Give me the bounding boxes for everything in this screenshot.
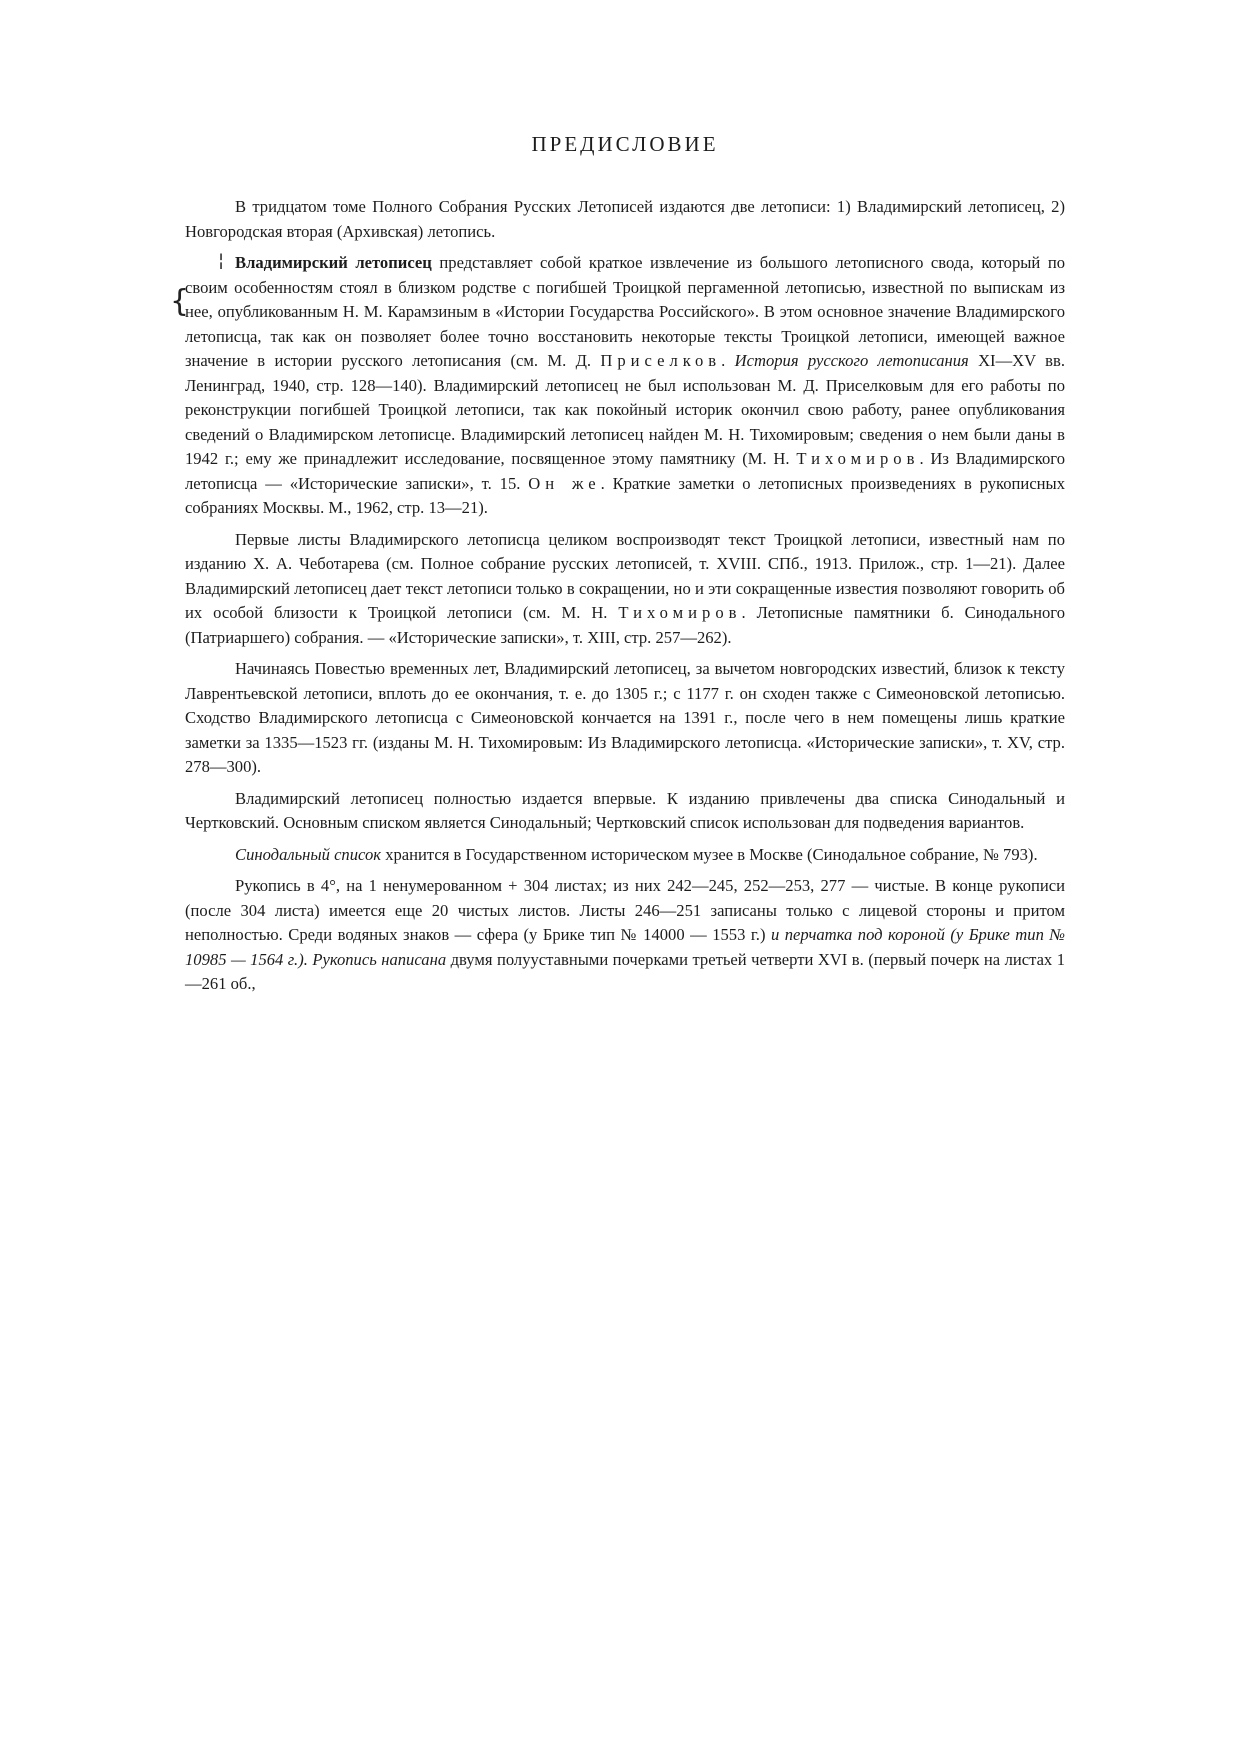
body-text bbox=[185, 195, 1065, 997]
paragraph-text-segment: двумя полууставными почерками третьей четверти XVI в. (первый почерк на листах 1—261 об., bbox=[185, 949, 1065, 993]
paragraph-text-segment: и перчатка под короной (у Брике тип № 10985 — 1564 г.). Рукопись написана bbox=[185, 925, 1065, 969]
paragraph-text-segment: Приселков bbox=[600, 351, 722, 370]
paragraph-text-segment: XI—XV вв. Ленинград, 1940, стр. 128—140). Владимирский летописец не был использован М. Д. Приселковым для его работы по реконструкции погибшей Троицкой летописи, так как покойный историк окончил свою работу, ранее опубликования сведений о Владимирском летописце. Владимирский летописец найден М. Н. Тихомировым; сведения о нем были даны в 1942 г.; ему же принадлежит исследование, посвященное этому памятнику (М. Н. bbox=[185, 351, 1065, 468]
paragraph-text-segment: В тридцатом томе Полного Собрания Русских Летописей издаются две летописи: 1) Владимирский летописец, 2) Новгородская вторая (Архивская) летопись. bbox=[185, 197, 1065, 241]
paragraph-text-segment: . bbox=[721, 351, 735, 370]
paragraph bbox=[185, 874, 1065, 997]
paragraph-text-segment: хранится в Государственном историческом музее в Москве (Синодальное собрание, № 793). bbox=[381, 844, 1038, 864]
margin-mark-bracket: { bbox=[170, 284, 190, 319]
paragraph bbox=[185, 843, 1065, 868]
paragraph-text-segment: Первые листы Владимирского летописца целиком воспроизводят текст Троицкой летописи, известный нам по изданию Х. А. Чеботарева (см. Полное собрание русских летописей, т. XVIII. СПб., 1913. Прилож., стр. 1—21). Далее Владимирский летописец дает текст летописи только в сокращении, но и эти сокращенные известия позволяют говорить об их особой близости к Троицкой летописи (см. М. Н. bbox=[185, 529, 1065, 622]
paragraph-text-segment: Синодальный список bbox=[235, 844, 382, 864]
paragraph-text-segment: Тихомиров bbox=[618, 603, 742, 622]
paragraph-text-segment: История русского летописания bbox=[734, 351, 969, 370]
paragraph bbox=[185, 251, 1065, 521]
paragraph-text-segment: Владимирский летописец полностью издается впервые. К изданию привлечены два списка Синодальный и Чертковский. Основным списком является Синодальный; Чертковский список использован для подведения вариантов. bbox=[185, 788, 1065, 832]
page-title: ПРЕДИСЛОВИЕ bbox=[531, 132, 719, 156]
paragraph bbox=[185, 528, 1065, 651]
paragraph-text-segment: . Краткие заметки о летописных произведениях в рукописных собраниях Москвы. М., 1962, стр. 13—21). bbox=[185, 473, 1066, 517]
paragraph bbox=[185, 195, 1065, 244]
paragraph-text-segment: Рукопись в 4°, на 1 ненумерованном + 304 листах; из них 242—245, 252—253, 277 — чистые. В конце рукописи (после 304 листа) имеется еще 20 чистых листов. Листы 246—251 записаны только с лицевой стороны и притом неполностью. Среди водяных знаков — сфера (у Брике тип № 14000 — 1553 г.) bbox=[185, 876, 1065, 944]
document-page bbox=[185, 132, 1065, 1004]
paragraph-text-segment: Тихомиров bbox=[796, 449, 920, 468]
paragraph bbox=[185, 787, 1065, 836]
paragraph-text-segment: представляет собой краткое извлечение из большого летописного свода, который по своим особенностям стоял в близком родстве с погибшей Троицкой пергаменной летописью, известной по выпискам из нее, опубликованным Н. М. Карамзиным в «Истории Государства Российского». В этом основное значение Владимирского летописца, так как он позволяет более точно восстановить некоторые тексты Троицкой летописи, имеющей важное значение в истории русского летописания (см. М. Д. bbox=[185, 253, 1066, 370]
paragraph-text-segment: . Летописные памятники б. Синодального (Патриаршего) собрания. — «Исторические записки», т. XIII, стр. 257—262). bbox=[185, 603, 1065, 647]
paragraph-text-segment: Он же bbox=[528, 473, 601, 493]
paragraph-text-segment: Владимирский летописец bbox=[235, 253, 432, 272]
margin-mark-tick: ¦ bbox=[218, 250, 225, 271]
paragraph-text-segment: . Из Владимирского летописца — «Исторические записки», т. 15. bbox=[185, 449, 1065, 493]
paragraph bbox=[185, 657, 1065, 780]
paragraph-text-segment: Начинаясь Повестью временных лет, Владимирский летописец, за вычетом новгородских известий, близок к тексту Лаврентьевской летописи, вплоть до ее окончания, т. е. до 1305 г.; с 1177 г. он сходен также с Симеоновской летописью. Сходство Владимирского летописца с Симеоновской кончается на 1391 г., после чего в нем помещены лишь краткие заметки за 1335—1523 гг. (изданы М. Н. Тихомировым: Из Владимирского летописца. «Исторические записки», т. XV, стр. 278—300). bbox=[185, 659, 1065, 776]
